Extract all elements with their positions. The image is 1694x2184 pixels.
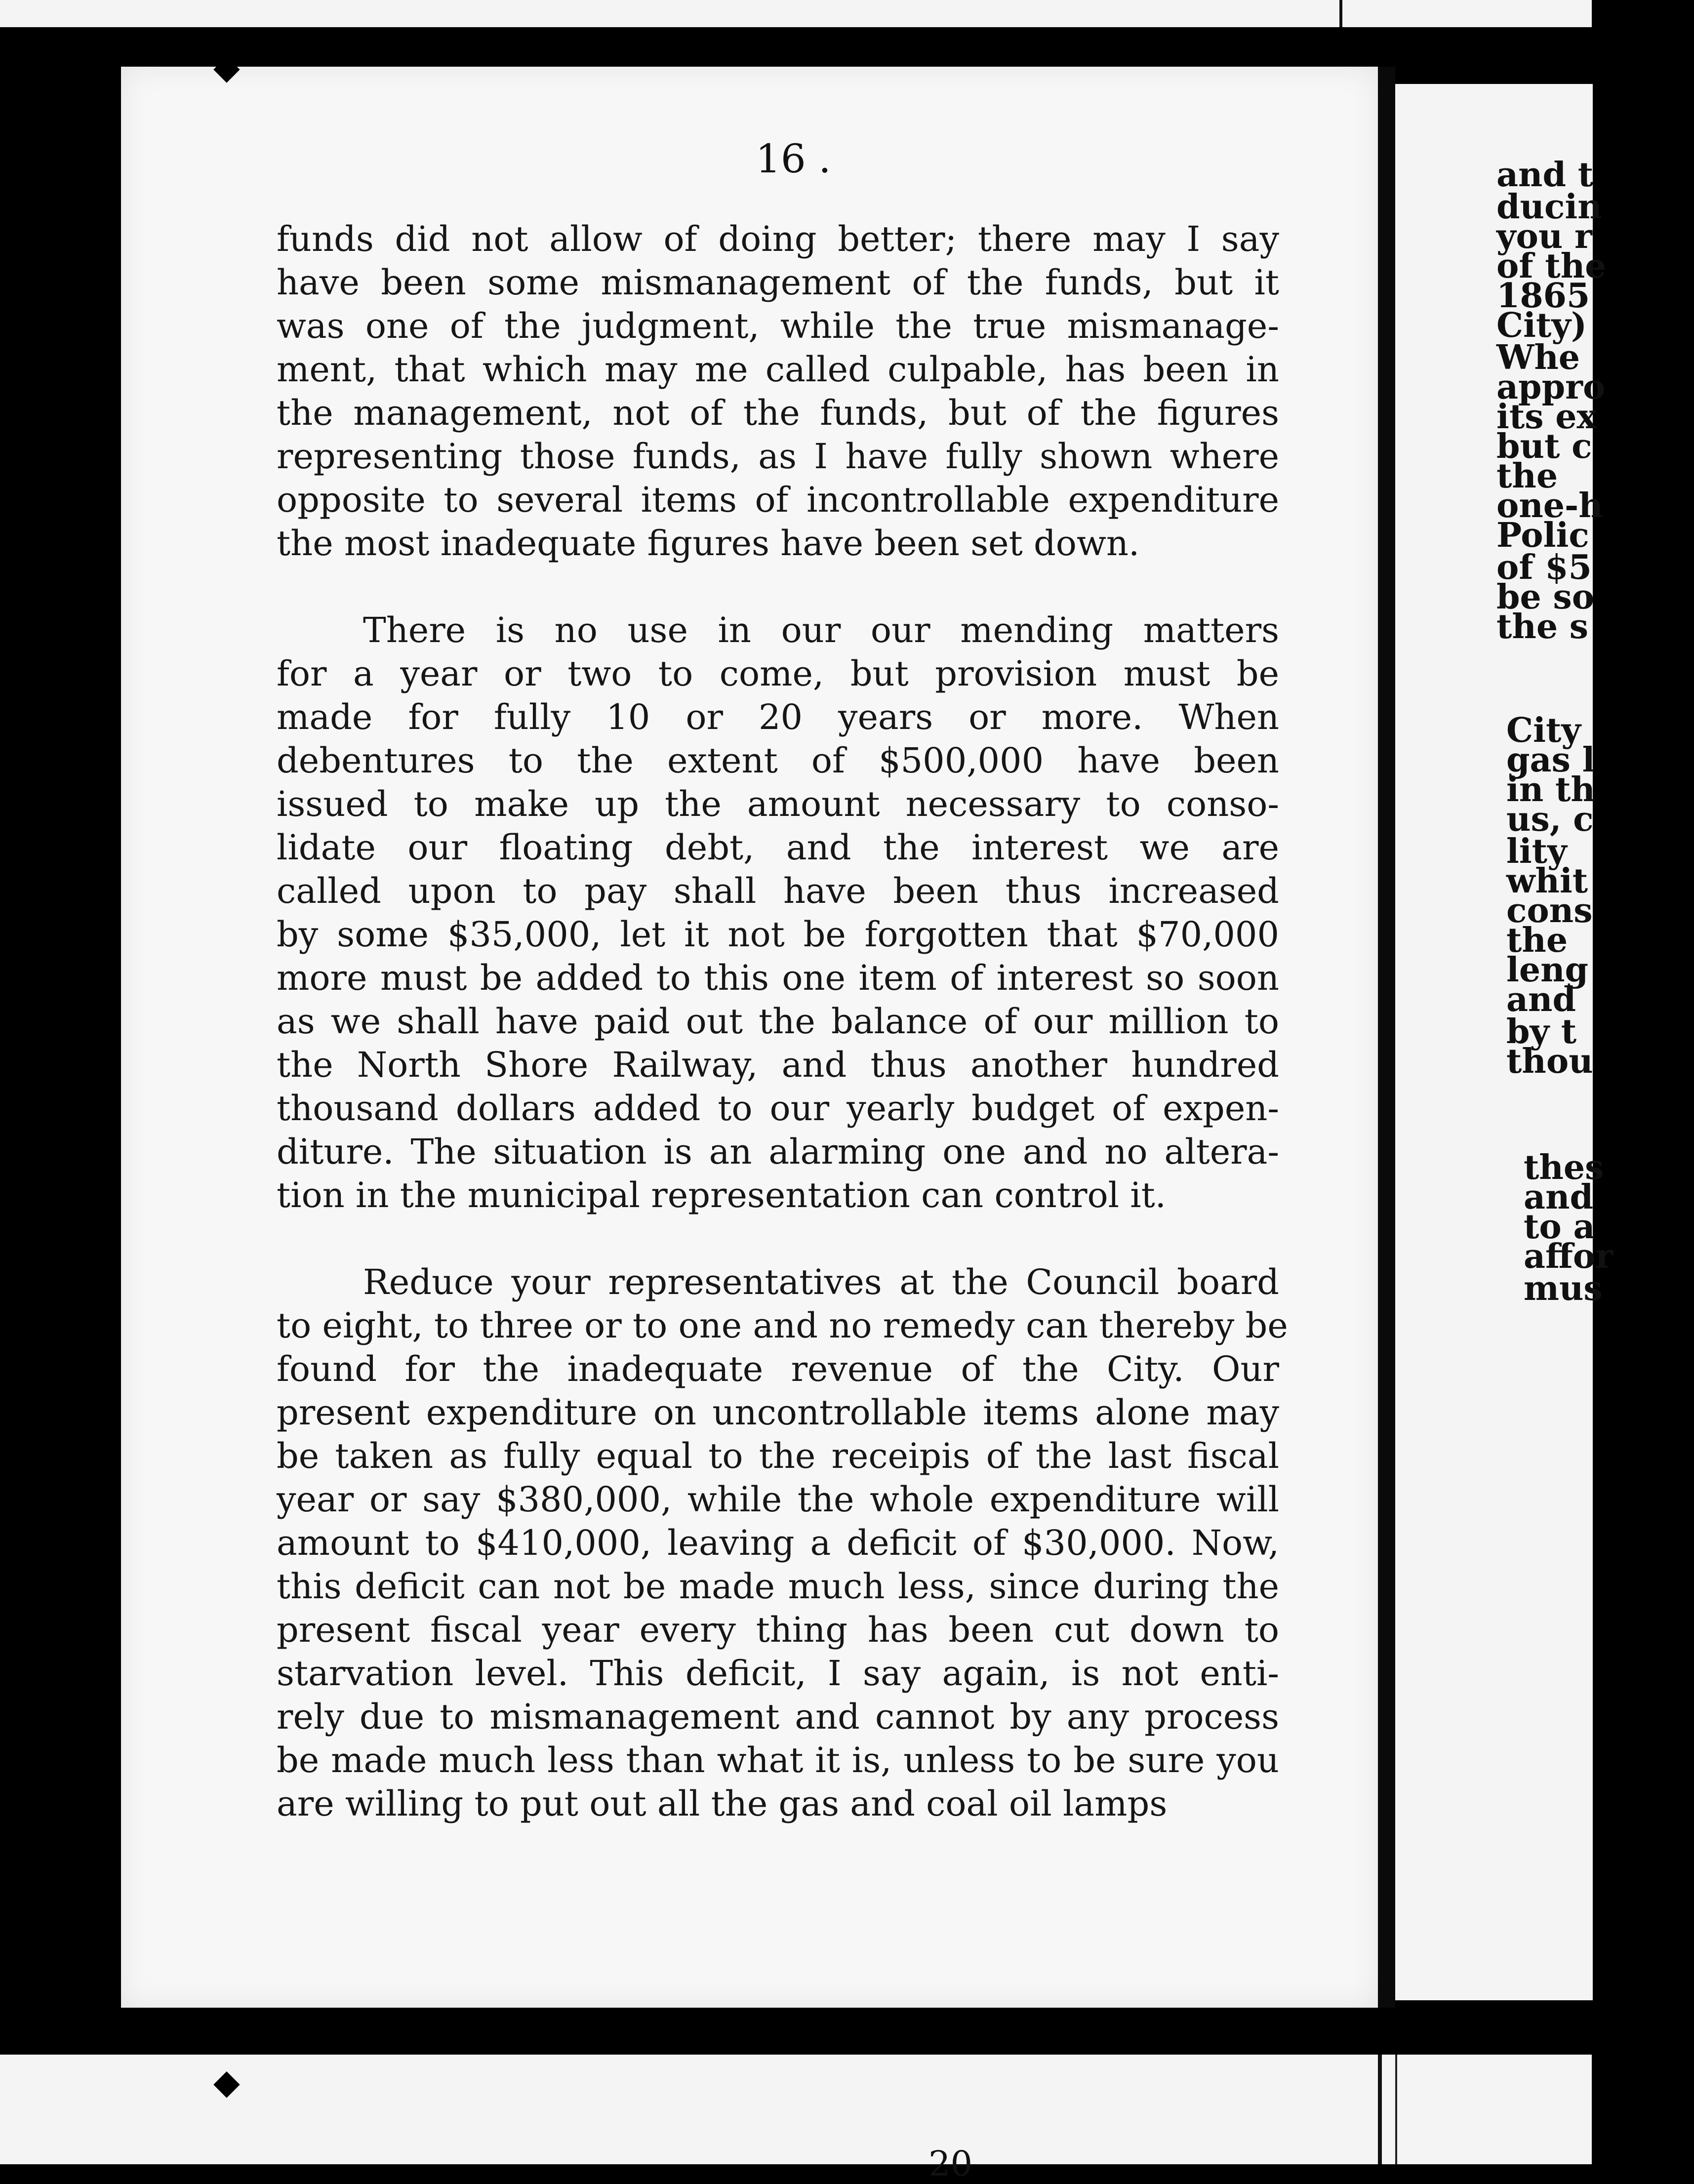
text-line: opposite to several items of incontrollable expenditure — [277, 480, 1279, 520]
text-line: for a year or two to come, but provision must be — [277, 653, 1279, 694]
frame-divider — [1339, 0, 1342, 27]
adjacent-text-fragment: leng — [1506, 950, 1589, 990]
text-line: this deficit can not be made much less, since during the — [277, 1566, 1279, 1607]
adjacent-text-fragment: whit — [1506, 861, 1588, 901]
adjacent-text-fragment: be so — [1496, 577, 1595, 617]
text-line: thousand dollars added to our yearly budget of expen- — [277, 1088, 1279, 1129]
text-line: are willing to put out all the gas and coal oil lamps — [277, 1783, 1168, 1824]
paragraph — [277, 217, 1279, 565]
paragraph — [277, 608, 1279, 1217]
text-line: was one of the judgment, while the true mismanage- — [277, 306, 1279, 346]
adjacent-text-fragment: one-h — [1496, 486, 1603, 526]
adjacent-text-fragment: its ex — [1496, 397, 1597, 437]
adjacent-text-fragment: cons — [1506, 891, 1593, 930]
text-line: as we shall have paid out the balance of our million to — [277, 1001, 1279, 1042]
adjacent-text-fragment: City) — [1496, 306, 1587, 345]
frame-marker-bottom-icon: ◆ — [213, 2062, 240, 2102]
film-strip-top — [0, 0, 1592, 27]
text-line: starvation level. This deficit, I say again, is not enti- — [277, 1653, 1279, 1694]
text-line: tion in the municipal representation can control it. — [277, 1175, 1167, 1215]
text-line: called upon to pay shall have been thus increased — [277, 871, 1279, 911]
adjacent-text-fragment: the — [1496, 456, 1558, 496]
text-line: present fiscal year every thing has been cut down to — [277, 1610, 1279, 1650]
text-line: rely due to mismanagement and cannot by any process — [277, 1697, 1279, 1737]
adjacent-text-fragment: lity — [1506, 832, 1567, 871]
adjacent-text-fragment: but c — [1496, 427, 1592, 466]
adjacent-text-fragment: gas l — [1506, 740, 1595, 780]
page-gutter — [1378, 67, 1395, 2008]
adjacent-text-fragment: Polic — [1496, 516, 1589, 555]
text-line: ment, that which may me called culpable, has been in — [277, 349, 1279, 390]
adjacent-text-fragment: to a — [1524, 1207, 1595, 1247]
text-line: year or say $380,000, while the whole expenditure will — [277, 1479, 1279, 1520]
adjacent-text-fragment: of $5 — [1496, 548, 1592, 587]
adjacent-text-fragment: appro — [1496, 367, 1606, 407]
adjacent-text-fragment: by t — [1506, 1012, 1577, 1052]
text-line: Reduce your representatives at the Council board — [363, 1262, 1279, 1302]
adjacent-text-fragment: thou — [1506, 1042, 1593, 1081]
body-text — [277, 217, 1288, 1869]
adjacent-page — [1395, 84, 1613, 2000]
frame-divider-bottom-right — [1395, 2055, 1397, 2164]
adjacent-text-fragment: thes — [1524, 1148, 1604, 1187]
adjacent-text-fragment: and — [1524, 1177, 1594, 1217]
text-line: debentures to the extent of $500,000 have been — [277, 740, 1279, 781]
text-line: the most inadequate figures have been set down. — [277, 523, 1140, 564]
text-line: the management, not of the funds, but of the figures — [277, 393, 1279, 433]
adjacent-text-fragment: in th — [1506, 770, 1595, 809]
next-page-number: 20 — [928, 2144, 973, 2184]
adjacent-text-fragment: Whe — [1496, 338, 1580, 377]
adjacent-text-fragment: the s — [1496, 607, 1589, 647]
text-line: There is no use in our our mending matters — [363, 610, 1279, 650]
text-line: to eight, to three or to one and no remedy can thereby be — [277, 1305, 1288, 1346]
adjacent-text-fragment: ducin — [1496, 187, 1602, 227]
text-line: the North Shore Railway, and thus another hundred — [277, 1045, 1279, 1085]
text-line: made for fully 10 or 20 years or more. When — [277, 697, 1279, 737]
adjacent-text-fragment: us, c — [1506, 800, 1594, 839]
text-line: by some $35,000, let it not be forgotten that $70,000 — [277, 914, 1279, 955]
adjacent-text-fragment: and t — [1496, 155, 1594, 195]
text-line: amount to $410,000, leaving a deficit of $30,000. Now, — [277, 1523, 1279, 1563]
text-line: have been some mismanagement of the funds, but it — [277, 262, 1279, 303]
paragraph — [277, 1260, 1288, 1825]
text-line: funds did not allow of doing better; there may I say — [277, 219, 1279, 259]
text-line: more must be added to this one item of interest so soon — [277, 958, 1279, 998]
adjacent-text-fragment: of the — [1496, 246, 1607, 286]
text-line: found for the inadequate revenue of the City. Our — [277, 1349, 1279, 1389]
text-line: diture. The situation is an alarming one and no altera- — [277, 1132, 1279, 1172]
text-line: lidate our floating debt, and the interest we are — [277, 827, 1279, 868]
adjacent-text-fragment: mus — [1524, 1269, 1603, 1308]
text-line: representing those funds, as I have fully shown where — [277, 436, 1279, 477]
adjacent-text-fragment: and — [1506, 980, 1576, 1019]
adjacent-text-fragment: affor — [1524, 1237, 1613, 1276]
adjacent-text-fragment: you r — [1496, 217, 1592, 256]
frame-marker-icon: ◆ — [213, 46, 240, 87]
text-line: be taken as fully equal to the receipis of the last fiscal — [277, 1436, 1279, 1476]
adjacent-text-fragment: City — [1506, 711, 1581, 750]
text-line: issued to make up the amount necessary to conso- — [277, 784, 1279, 824]
adjacent-text-fragment: the — [1506, 921, 1568, 960]
adjacent-text-fragment: 1865 — [1496, 276, 1590, 316]
page-number: 16 . — [756, 136, 831, 182]
text-line: be made much less than what it is, unless to be sure you — [277, 1740, 1279, 1780]
text-line: present expenditure on uncontrollable items alone may — [277, 1392, 1279, 1433]
frame-divider-bottom — [1378, 2055, 1382, 2164]
